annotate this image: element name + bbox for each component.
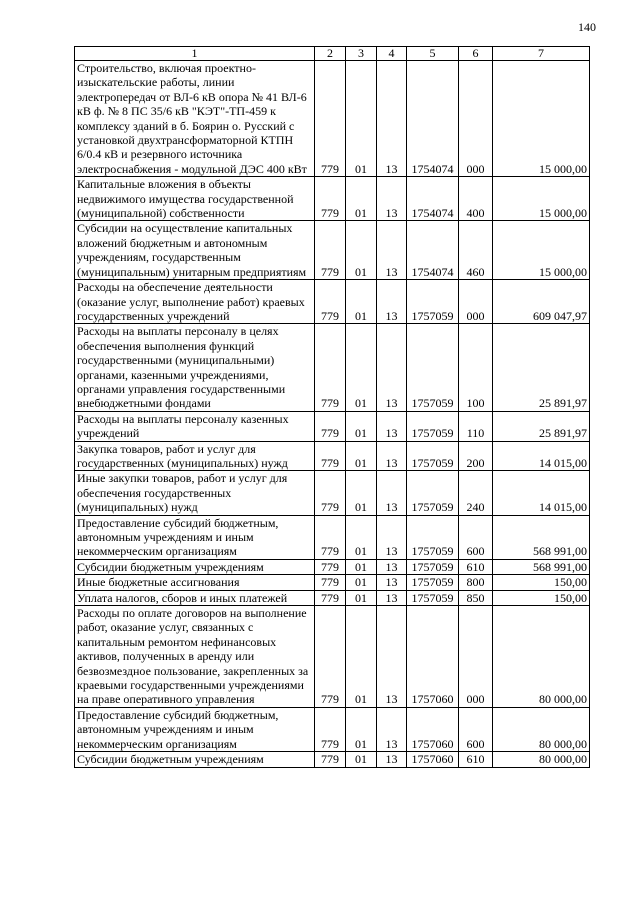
table-row [75, 575, 590, 590]
row-vr: 460 [459, 221, 493, 280]
row-sum: 14 015,00 [493, 441, 590, 471]
row-ved: 779 [315, 221, 346, 280]
row-ved: 779 [315, 177, 346, 221]
header-col-5: 5 [407, 47, 459, 61]
header-col-1: 1 [75, 47, 315, 61]
row-sum: 15 000,00 [493, 221, 590, 280]
row-csr: 1757059 [407, 515, 459, 559]
table-row [75, 441, 590, 471]
row-rz: 01 [346, 515, 377, 559]
row-name: Иные бюджетные ассигнования [75, 575, 315, 590]
table-row [75, 606, 590, 708]
row-csr: 1757059 [407, 441, 459, 471]
row-csr: 1757059 [407, 590, 459, 605]
row-ved: 779 [315, 324, 346, 411]
row-csr: 1754074 [407, 177, 459, 221]
row-vr: 000 [459, 280, 493, 324]
header-col-6: 6 [459, 47, 493, 61]
row-rz: 01 [346, 471, 377, 515]
row-rz: 01 [346, 575, 377, 590]
row-vr: 110 [459, 411, 493, 441]
table-row [75, 177, 590, 221]
row-pr: 13 [377, 411, 407, 441]
row-pr: 13 [377, 590, 407, 605]
row-vr: 600 [459, 707, 493, 751]
row-name: Уплата налогов, сборов и иных платежей [75, 590, 315, 605]
table-row [75, 61, 590, 177]
row-csr: 1754074 [407, 221, 459, 280]
row-ved: 779 [315, 441, 346, 471]
row-sum: 15 000,00 [493, 61, 590, 177]
row-csr: 1757060 [407, 606, 459, 708]
header-col-2: 2 [315, 47, 346, 61]
row-sum: 25 891,97 [493, 411, 590, 441]
row-sum: 150,00 [493, 575, 590, 590]
table-row [75, 280, 590, 324]
row-rz: 01 [346, 177, 377, 221]
row-rz: 01 [346, 221, 377, 280]
row-vr: 000 [459, 61, 493, 177]
table-row [75, 515, 590, 559]
row-name: Расходы на обеспечение деятельности (оказание услуг, выполнение работ) краевых государственных учреждений [75, 280, 315, 324]
header-col-3: 3 [346, 47, 377, 61]
table-row [75, 411, 590, 441]
row-ved: 779 [315, 471, 346, 515]
table-row [75, 559, 590, 574]
row-ved: 779 [315, 559, 346, 574]
row-rz: 01 [346, 411, 377, 441]
row-name: Расходы на выплаты персоналу казенных учреждений [75, 411, 315, 441]
table-row [75, 221, 590, 280]
row-vr: 600 [459, 515, 493, 559]
row-rz: 01 [346, 441, 377, 471]
row-rz: 01 [346, 606, 377, 708]
header-col-4: 4 [377, 47, 407, 61]
row-pr: 13 [377, 177, 407, 221]
row-vr: 850 [459, 590, 493, 605]
row-pr: 13 [377, 515, 407, 559]
row-sum: 150,00 [493, 590, 590, 605]
row-ved: 779 [315, 280, 346, 324]
row-csr: 1757059 [407, 411, 459, 441]
table-row [75, 590, 590, 605]
page-number: 140 [578, 20, 596, 34]
row-sum: 14 015,00 [493, 471, 590, 515]
row-csr: 1757059 [407, 324, 459, 411]
row-pr: 13 [377, 575, 407, 590]
table-row [75, 707, 590, 751]
row-sum: 609 047,97 [493, 280, 590, 324]
row-name: Субсидии на осуществление капитальных вложений бюджетным и автономным учреждениям, государственным (муниципальным) унитарным предприятиям [75, 221, 315, 280]
row-pr: 13 [377, 221, 407, 280]
row-csr: 1757060 [407, 752, 459, 767]
row-vr: 200 [459, 441, 493, 471]
row-pr: 13 [377, 471, 407, 515]
row-pr: 13 [377, 441, 407, 471]
row-ved: 779 [315, 590, 346, 605]
row-rz: 01 [346, 752, 377, 767]
row-csr: 1757059 [407, 559, 459, 574]
row-pr: 13 [377, 61, 407, 177]
budget-table [74, 46, 590, 768]
row-ved: 779 [315, 707, 346, 751]
row-sum: 80 000,00 [493, 752, 590, 767]
row-sum: 80 000,00 [493, 606, 590, 708]
row-vr: 100 [459, 324, 493, 411]
row-name: Строительство, включая проектно-изыскательские работы, линии электропередач от ВЛ-6 кВ опора № 41 ВЛ-6 кВ ф. № 8 ПС 35/6 кВ "КЭТ"-ТП-459 к комплексу зданий в б. Боярин о. Русский с установкой двухтрансформаторной КТПН 6/0.4 кВ и резервного источника электроснабжения - модульной ДЭС 400 кВт [75, 61, 315, 177]
row-sum: 25 891,97 [493, 324, 590, 411]
row-vr: 000 [459, 606, 493, 708]
header-row [75, 47, 590, 61]
row-csr: 1754074 [407, 61, 459, 177]
table-row [75, 471, 590, 515]
row-name: Капитальные вложения в объекты недвижимого имущества государственной (муниципальной) собственности [75, 177, 315, 221]
row-rz: 01 [346, 61, 377, 177]
row-rz: 01 [346, 707, 377, 751]
row-csr: 1757059 [407, 280, 459, 324]
row-csr: 1757059 [407, 575, 459, 590]
row-ved: 779 [315, 411, 346, 441]
row-sum: 568 991,00 [493, 559, 590, 574]
row-ved: 779 [315, 752, 346, 767]
row-csr: 1757060 [407, 707, 459, 751]
row-name: Иные закупки товаров, работ и услуг для обеспечения государственных (муниципальных) нужд [75, 471, 315, 515]
row-name: Субсидии бюджетным учреждениям [75, 559, 315, 574]
table-row [75, 752, 590, 767]
row-ved: 779 [315, 606, 346, 708]
row-sum: 568 991,00 [493, 515, 590, 559]
row-vr: 400 [459, 177, 493, 221]
row-pr: 13 [377, 280, 407, 324]
row-pr: 13 [377, 707, 407, 751]
row-ved: 779 [315, 61, 346, 177]
header-col-7: 7 [493, 47, 590, 61]
row-rz: 01 [346, 280, 377, 324]
row-vr: 610 [459, 752, 493, 767]
row-pr: 13 [377, 559, 407, 574]
row-name: Предоставление субсидий бюджетным, автономным учреждениям и иным некоммерческим организациям [75, 707, 315, 751]
row-vr: 800 [459, 575, 493, 590]
row-name: Расходы по оплате договоров на выполнение работ, оказание услуг, связанных с капитальным ремонтом нефинансовых активов, полученных в аренду или безвозмездное пользование, закрепленных за краевыми государственными учреждениями на праве оперативного управления [75, 606, 315, 708]
row-sum: 80 000,00 [493, 707, 590, 751]
row-ved: 779 [315, 575, 346, 590]
row-rz: 01 [346, 324, 377, 411]
row-csr: 1757059 [407, 471, 459, 515]
row-name: Закупка товаров, работ и услуг для государственных (муниципальных) нужд [75, 441, 315, 471]
row-vr: 610 [459, 559, 493, 574]
row-name: Расходы на выплаты персоналу в целях обеспечения выполнения функций государственными (муниципальными) органами, казенными учреждениями, органами управления государственными внебюджетными фондами [75, 324, 315, 411]
row-name: Субсидии бюджетным учреждениям [75, 752, 315, 767]
row-rz: 01 [346, 559, 377, 574]
row-sum: 15 000,00 [493, 177, 590, 221]
row-pr: 13 [377, 606, 407, 708]
row-rz: 01 [346, 590, 377, 605]
row-name: Предоставление субсидий бюджетным, автономным учреждениям и иным некоммерческим организациям [75, 515, 315, 559]
row-vr: 240 [459, 471, 493, 515]
row-pr: 13 [377, 752, 407, 767]
row-ved: 779 [315, 515, 346, 559]
table-row [75, 324, 590, 411]
row-pr: 13 [377, 324, 407, 411]
